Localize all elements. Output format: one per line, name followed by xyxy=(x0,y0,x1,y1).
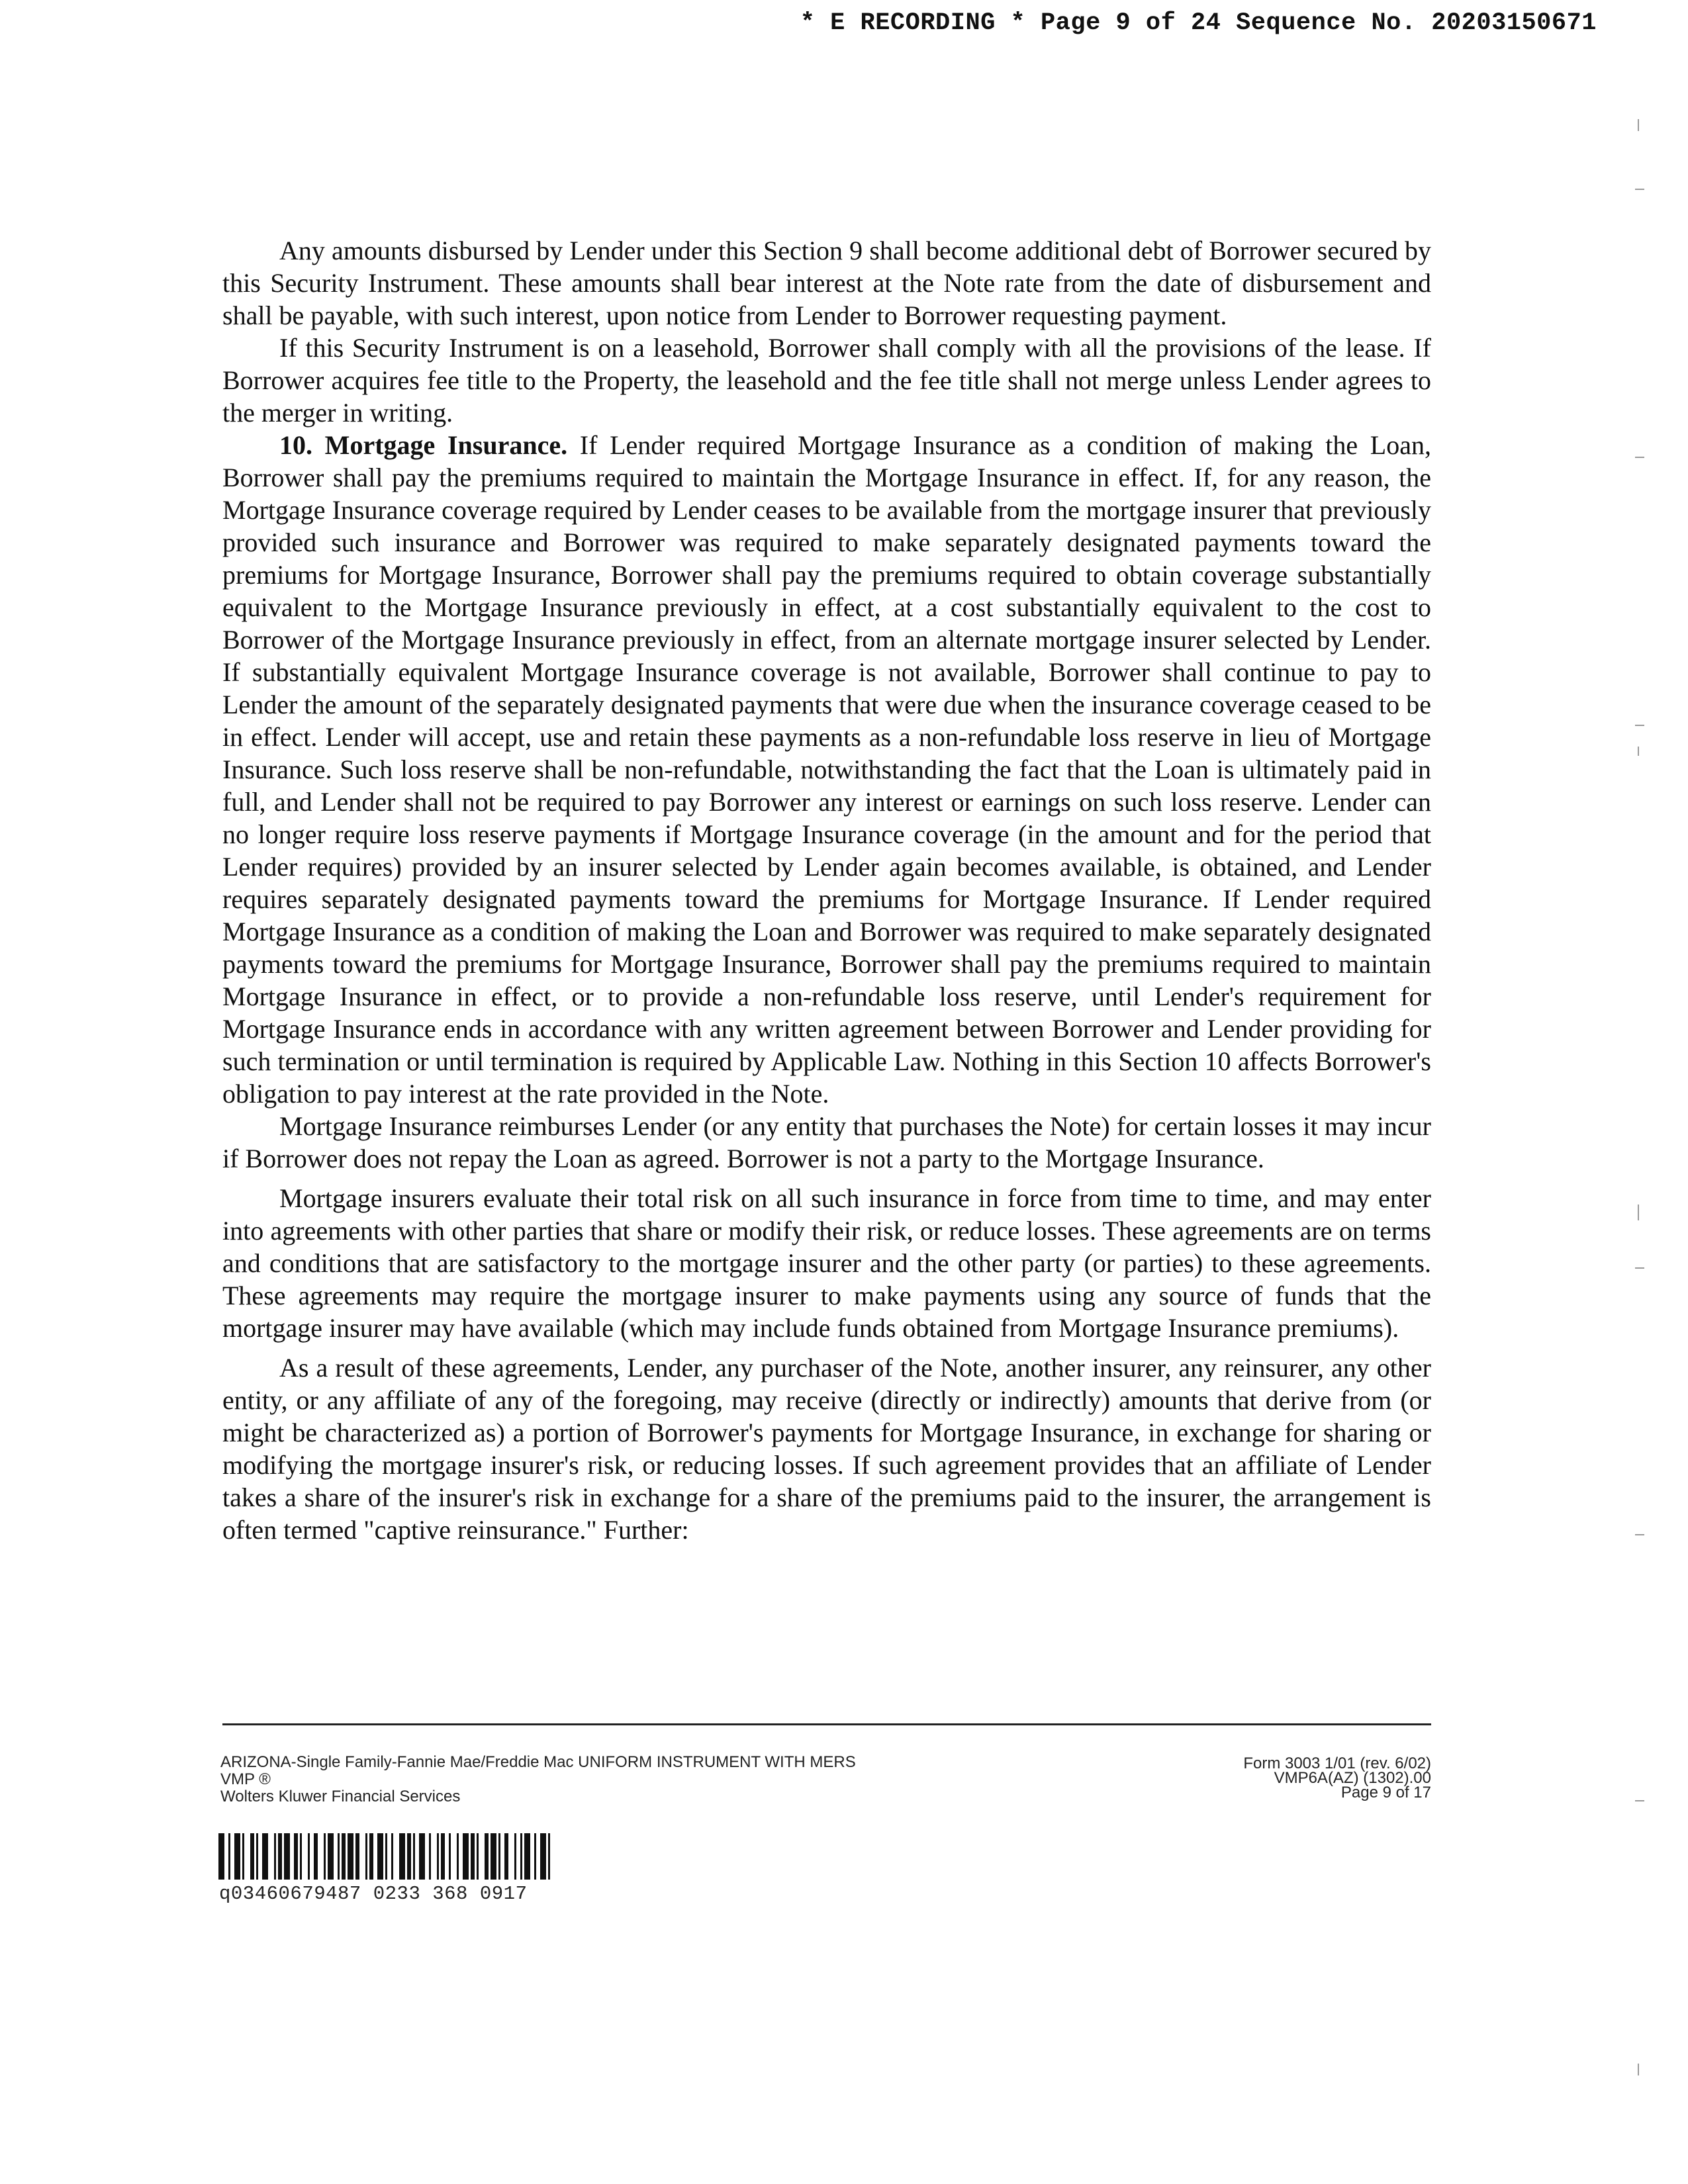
paragraph-reimbursement: Mortgage Insurance reimburses Lender (or any entity that purchases the Note) for certain losses it may incur if Borrower does not repay the Loan as agreed. Borrower is not a party to the Mortgage Insurance. xyxy=(222,1111,1431,1173)
barcode-number: q03460679487 0233 368 0917 xyxy=(219,1883,528,1905)
recording-header: * E RECORDING * Page 9 of 24 Sequence No. 20203150671 xyxy=(800,9,1597,37)
scan-mark xyxy=(1635,1267,1644,1269)
footer-divider xyxy=(222,1723,1431,1725)
scan-mark xyxy=(1635,457,1644,458)
document-body xyxy=(222,234,1431,1546)
form-title: ARIZONA-Single Family-Fannie Mae/Freddie Mac UNIFORM INSTRUMENT WITH MERS xyxy=(220,1753,856,1771)
paragraph-mortgage-insurance xyxy=(222,429,1431,1110)
vmp-mark: VMP ® xyxy=(220,1770,271,1788)
scan-mark xyxy=(1635,1800,1644,1801)
paragraph-captive-reinsurance: As a result of these agreements, Lender, any purchaser of the Note, another insurer, any reinsurer, any other entity, or any affiliate of any of the foregoing, may receive (directly or indirectly) amounts that derive from (or might be characterized as) a portion of Borrower's payments for Mortgage Insurance, in exchange for sharing or modifying the mortgage insurer's risk, or reducing losses. If such agreement provides that an affiliate of Lender takes a share of the insurer's risk in exchange for a share of the premiums paid to the insurer, the arrangement is often termed "captive reinsurance." Further: xyxy=(222,1353,1431,1545)
section-10-heading: 10. Mortgage Insurance. xyxy=(279,430,568,460)
footer-form-info xyxy=(220,1754,856,1805)
scan-mark xyxy=(1635,189,1644,190)
scan-mark xyxy=(1638,747,1639,756)
form-number: Form 3003 1/01 (rev. 6/02) xyxy=(1243,1754,1431,1772)
barcode-image xyxy=(218,1833,695,1880)
publisher-name: Wolters Kluwer Financial Services xyxy=(220,1788,461,1805)
footer-form-number xyxy=(1243,1756,1431,1800)
scan-mark xyxy=(1638,1205,1639,1220)
paragraph-leasehold: If this Security Instrument is on a leasehold, Borrower shall comply with all the provisions of the lease. If Borrower acquires fee title to the Property, the leasehold and the fee title shall not merge unless Lender agrees to the merger in writing. xyxy=(222,333,1431,428)
scan-mark xyxy=(1635,725,1644,726)
scan-mark xyxy=(1638,119,1639,131)
vmp-code: VMP6A(AZ) (1302).00 xyxy=(1274,1769,1431,1787)
section-10-text: If Lender required Mortgage Insurance as a condition of making the Loan, Borrower shall pay the premiums required to maintain the Mortgage Insurance in effect. If, for any reason, the Mortgage Insurance coverage required by Lender ceases to be available from the mortgage insurer that previously provided such insurance and Borrower was required to make separately designated payments toward the premiums for Mortgage Insurance, Borrower shall pay the premiums required to obtain coverage substantially equivalent to the Mortgage Insurance previously in effect, at a cost substantially equivalent to the cost to Borrower of the Mortgage Insurance previously in effect, from an alternate mortgage insurer selected by Lender. If substantially equivalent Mortgage Insurance coverage is not available, Borrower shall continue to pay to Lender the amount of the separately designated payments that were due when the insurance coverage ceased to be in effect. Lender will accept, use and retain these payments as a non-refundable loss reserve in lieu of Mortgage Insurance. Such loss reserve shall be non-refundable, notwithstanding the fact that the Loan is ultimately paid in full, and Lender shall not be required to pay Borrower any interest or earnings on such loss reserve. Lender can no longer require loss reserve payments if Mortgage Insurance coverage (in the amount and for the period that Lender requires) provided by an insurer selected by Lender again becomes available, is obtained, and Lender requires separately designated payments toward the premiums for Mortgage Insurance. If Lender required Mortgage Insurance as a condition of making the Loan and Borrower was required to make separately designated payments toward the premiums for Mortgage Insurance, Borrower shall pay the premiums required to maintain Mortgage Insurance in effect, or to provide a non-refundable loss reserve, until Lender's requirement for Mortgage Insurance ends in accordance with any written agreement between Borrower and Lender providing for such termination or until termination is required by Applicable Law. Nothing in this Section 10 affects Borrower's obligation to pay interest at the rate provided in the Note. xyxy=(222,430,1431,1109)
scan-mark xyxy=(1638,2064,1639,2075)
paragraph-risk-evaluation: Mortgage insurers evaluate their total risk on all such insurance in force from time to time, and may enter into agreements with other parties that share or modify their risk, or reduce losses. These agreements are on terms and conditions that are satisfactory to the mortgage insurer and the other party (or parties) to these agreements. These agreements may require the mortgage insurer to make payments using any source of funds that the mortgage insurer may have available (which may include funds obtained from Mortgage Insurance premiums). xyxy=(222,1183,1431,1343)
page-number: Page 9 of 17 xyxy=(1340,1784,1431,1801)
paragraph-disbursements: Any amounts disbursed by Lender under this Section 9 shall become additional debt of Borrower secured by this Security Instrument. These amounts shall bear interest at the Note rate from the date of disbursement and shall be payable, with such interest, upon notice from Lender to Borrower requesting payment. xyxy=(222,236,1431,330)
scan-mark xyxy=(1635,1534,1644,1535)
